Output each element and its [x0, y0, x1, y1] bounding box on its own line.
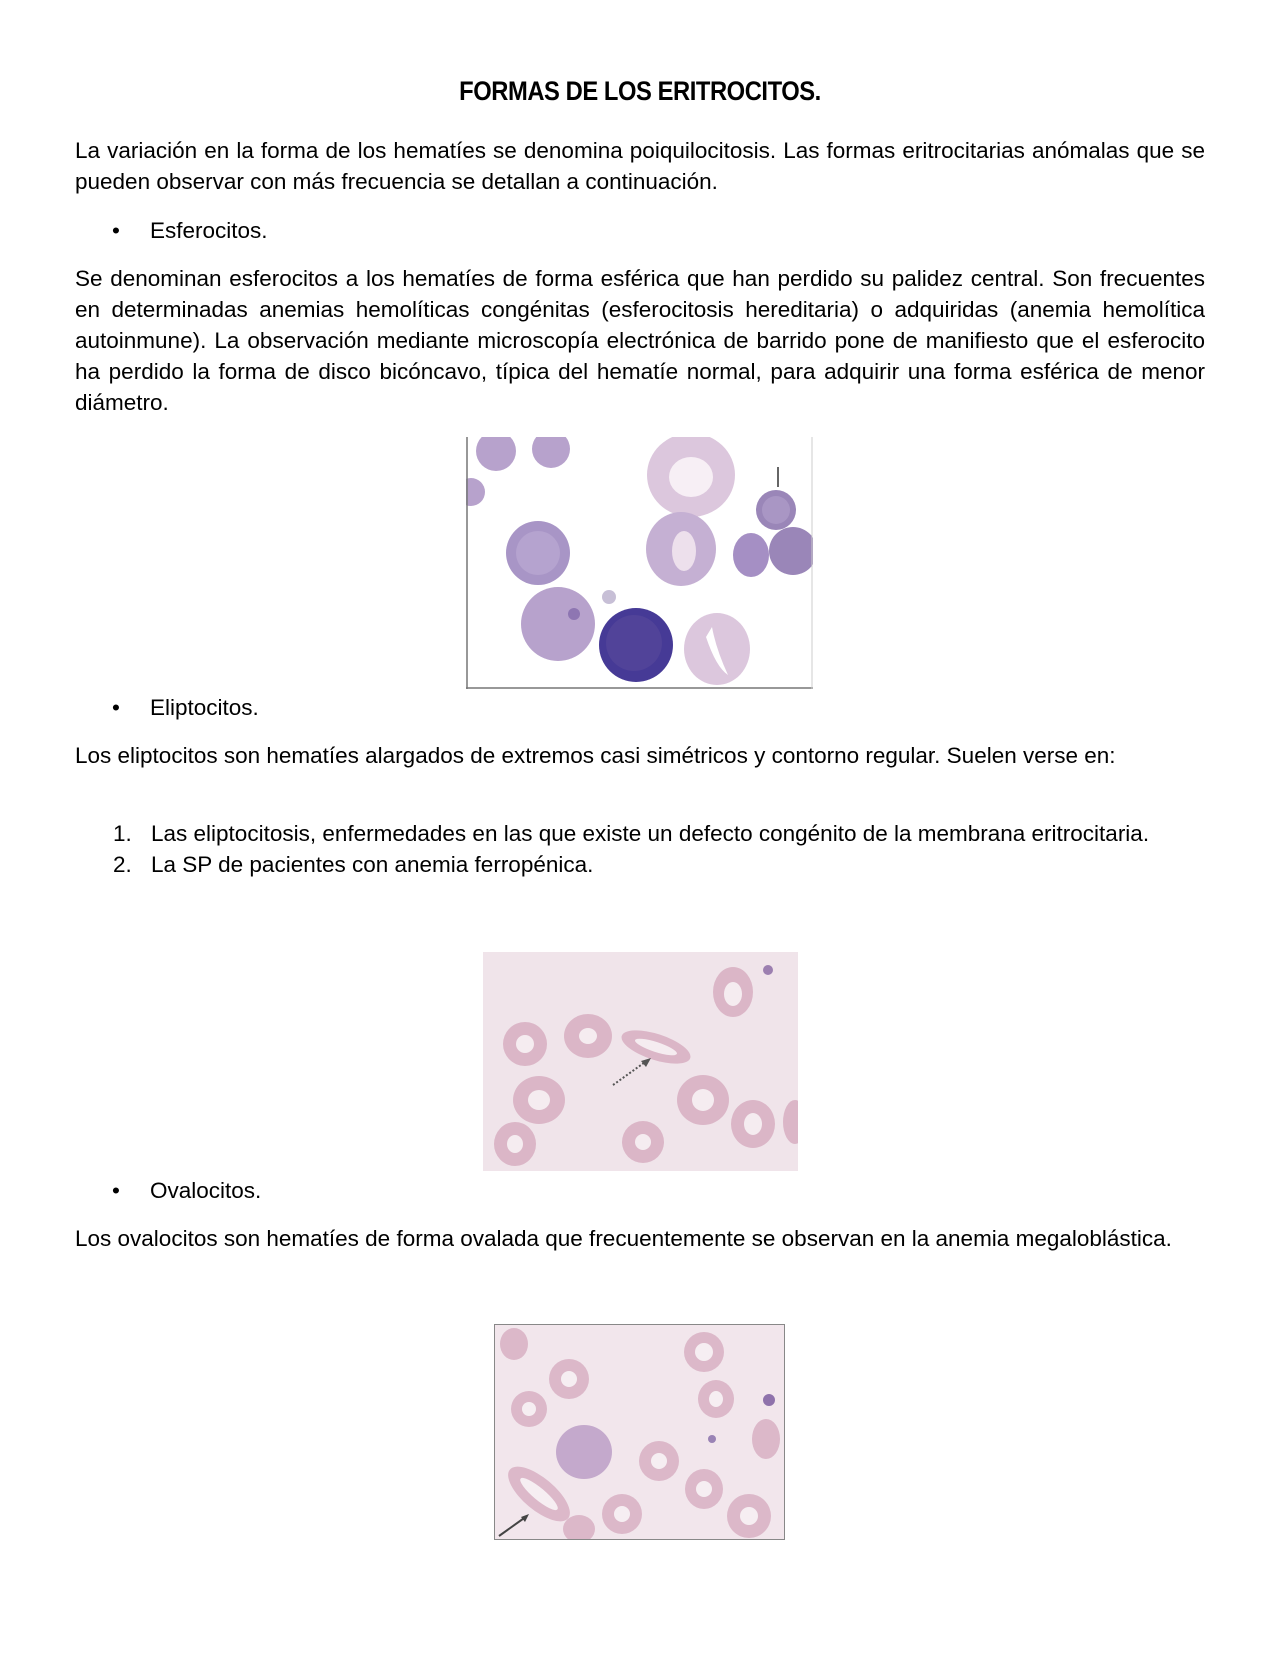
bullet-eliptocitos — [112, 692, 259, 723]
esferocitos-micrograph — [466, 437, 813, 689]
list-item-number: 1. — [113, 821, 132, 846]
bullet-marker: • — [112, 695, 120, 720]
bullet-esferocitos — [112, 215, 268, 246]
bullet-label: Eliptocitos. — [150, 695, 259, 720]
bullet-marker: • — [112, 1178, 120, 1203]
bullet-label: Ovalocitos. — [150, 1178, 262, 1203]
intro-paragraph: La variación en la forma de los hematíes se denomina poiquilocitosis. Las formas eritrocitarias anómalas que se pueden observar con más frecuencia se detallan a continuación. — [75, 138, 1205, 194]
list-item-number: 2. — [113, 852, 132, 877]
eliptocitos-list — [110, 818, 1205, 880]
list-item — [110, 818, 1205, 849]
list-item-text: Las eliptocitosis, enfermedades en las que existe un defecto congénito de la membrana eritrocitaria. — [151, 821, 1150, 846]
eliptocitos-micrograph — [483, 952, 798, 1171]
bullet-label: Esferocitos. — [150, 218, 268, 243]
page-title: FORMAS DE LOS ERITROCITOS. — [459, 76, 821, 106]
list-item — [110, 849, 1205, 880]
list-item-text: La SP de pacientes con anemia ferropénica. — [151, 852, 594, 877]
ovalocitos-paragraph: Los ovalocitos son hematíes de forma ovalada que frecuentemente se observan en la anemia megaloblástica. — [75, 1226, 1172, 1251]
bullet-marker: • — [112, 218, 120, 243]
bullet-ovalocitos — [112, 1175, 261, 1206]
esferocitos-paragraph: Se denominan esferocitos a los hematíes de forma esférica que han perdido su palidez central. Son frecuentes en determinadas anemias hemolíticas congénitas (esferocitosis hereditaria) o adquiridas (anemia hemolítica autoinmune). La observación mediante microscopía electrónica de barrido pone de manifiesto que el esferocito ha perdido la forma de disco bicóncavo, típica del hematíe normal, para adquirir una forma esférica de menor diámetro. — [75, 266, 1205, 415]
ovalocitos-micrograph — [494, 1324, 785, 1540]
eliptocitos-paragraph: Los eliptocitos son hematíes alargados de extremos casi simétricos y contorno regular. Suelen verse en: — [75, 743, 1116, 768]
